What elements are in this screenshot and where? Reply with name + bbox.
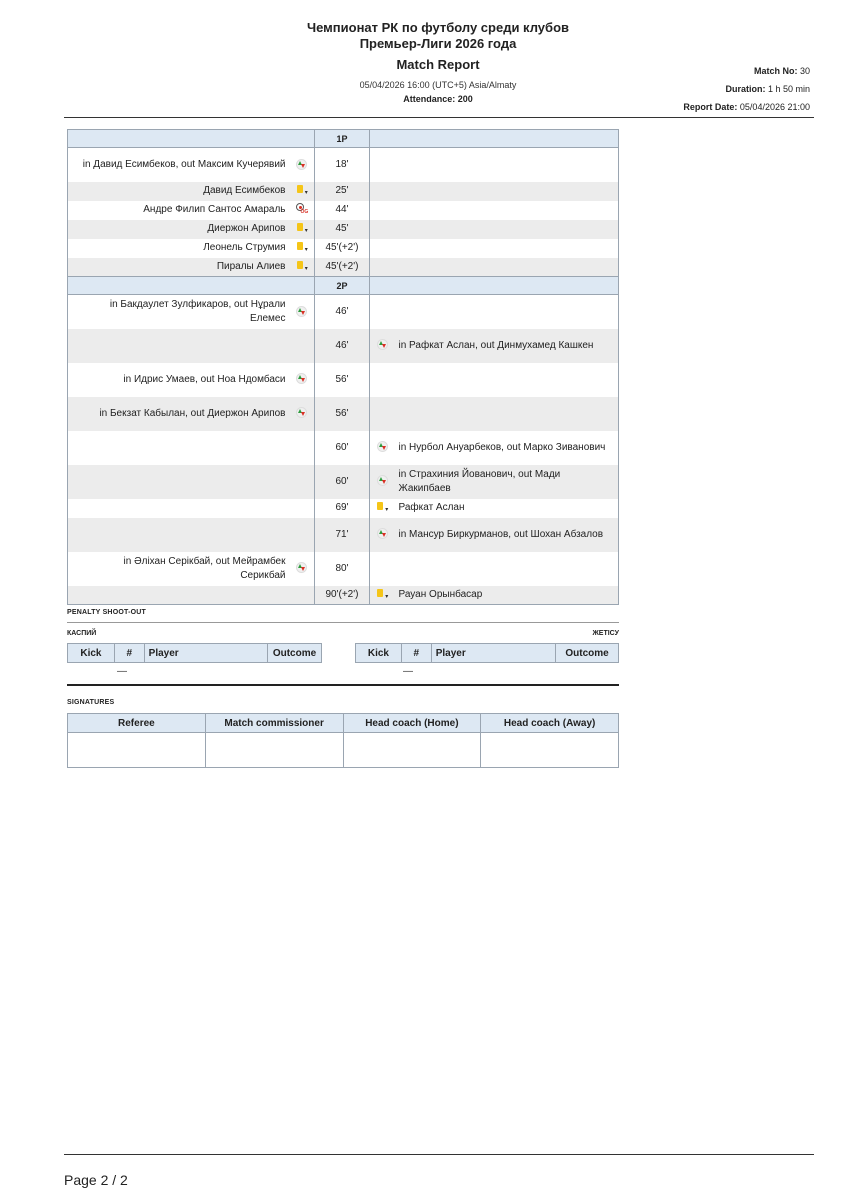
signatures-table [67, 713, 619, 768]
event-home-icon-cell [290, 329, 315, 363]
yellow-card-icon: ▾ [296, 223, 308, 234]
substitution-icon [296, 159, 307, 170]
attendance-label: Attendance: [403, 94, 456, 104]
event-row [68, 201, 619, 220]
pen-away-col-number: # [401, 644, 431, 663]
substitution-icon [377, 441, 388, 452]
event-home-text: in Бакдаулет Зулфикаров, out Нұрали Елемес [109, 298, 286, 324]
event-away-icon-cell [370, 329, 395, 363]
event-home-text: in Идрис Умаев, out Ноа Ндомбаси [123, 373, 286, 385]
sig-box-commissioner[interactable] [205, 733, 343, 768]
event-away-text: Рафкат Аслан [398, 502, 465, 513]
event-minute: 60' [315, 465, 370, 499]
event-minute: 69' [315, 499, 370, 518]
competition-title-line1: Чемпионат РК по футболу среди клубов [306, 20, 569, 35]
event-away-text [395, 182, 619, 201]
event-row [68, 363, 619, 397]
event-away-text [395, 363, 619, 397]
attendance [230, 94, 646, 104]
event-home-text [68, 465, 290, 499]
event-away-icon-cell [370, 239, 395, 258]
event-home-text [68, 329, 290, 363]
substitution-icon [296, 373, 307, 384]
events-table [67, 129, 619, 605]
event-row [68, 220, 619, 239]
event-home-text [68, 431, 290, 465]
period-header-row [68, 130, 619, 148]
title-block [230, 20, 646, 104]
event-away-text: in Мансур Биркурманов, out Шохан Абзалов [395, 518, 619, 552]
event-home-icon-cell [290, 397, 315, 431]
yellow-card-icon: ▾ [376, 502, 388, 513]
event-row [68, 182, 619, 201]
event-row [68, 258, 619, 277]
event-home-text: Давид Есимбеков [68, 182, 290, 201]
event-away-text [395, 295, 619, 329]
event-home-icon-cell [290, 499, 315, 518]
event-home-icon-cell [290, 518, 315, 552]
event-minute: 45' [315, 220, 370, 239]
event-away-text: in Страхиния Йованович, out Мади Жакипбаев [395, 465, 619, 499]
match-no-label: Match No: [753, 66, 798, 76]
event-home-text: Пиралы Алиев [68, 258, 290, 277]
competition-title-line2: Премьер-Лиги 2026 года [359, 36, 517, 51]
event-minute: 46' [315, 329, 370, 363]
event-row [68, 295, 619, 329]
event-home-text [68, 518, 290, 552]
event-away-text [395, 397, 619, 431]
event-minute: 56' [315, 397, 370, 431]
sig-col-home-coach: Head coach (Home) [343, 714, 481, 733]
event-minute: 80' [315, 552, 370, 586]
event-away-text [395, 220, 619, 239]
signatures-section-title: SIGNATURES [67, 699, 115, 706]
report-header [0, 0, 848, 120]
pen-away-col-kick: Kick [356, 644, 402, 663]
pen-home-col-kick: Kick [68, 644, 115, 663]
report-date [683, 98, 810, 116]
period-header-row [68, 277, 619, 295]
event-home-text: in Әліхан Серікбай, out Мейрамбек Серикбай [123, 555, 286, 581]
penalty-divider [67, 622, 619, 623]
event-home-icon-cell [290, 220, 315, 239]
event-away-icon-cell [370, 552, 395, 586]
match-no [683, 62, 810, 80]
event-home-icon-cell [290, 363, 315, 397]
event-home-icon-cell [290, 201, 315, 220]
event-row [68, 499, 619, 518]
event-minute: 45'(+2') [315, 258, 370, 277]
period-label: 2P [315, 277, 370, 295]
sig-box-away-coach[interactable] [481, 733, 619, 768]
substitution-icon [377, 475, 388, 486]
event-row [68, 329, 619, 363]
event-row [68, 148, 619, 182]
substitution-icon [296, 562, 307, 573]
event-away-text [395, 258, 619, 277]
penalty-away-empty: — [403, 666, 413, 677]
event-home-icon-cell [290, 431, 315, 465]
own-goal-icon: OG [295, 203, 308, 215]
event-row [68, 465, 619, 499]
substitution-icon [296, 407, 307, 418]
event-home-text: Диержон Арипов [68, 220, 290, 239]
event-minute: 90'(+2') [315, 586, 370, 605]
yellow-card-icon: ▾ [296, 261, 308, 272]
event-away-icon-cell [370, 182, 395, 201]
event-minute: 60' [315, 431, 370, 465]
event-home-icon-cell [290, 295, 315, 329]
event-away-icon-cell [370, 499, 395, 518]
event-away-icon-cell [370, 295, 395, 329]
event-minute: 56' [315, 363, 370, 397]
attendance-value: 200 [457, 94, 473, 104]
event-row [68, 518, 619, 552]
event-home-text: in Давид Есимбеков, out Максим Кучерявий [82, 158, 286, 170]
event-away-icon-cell [370, 258, 395, 277]
event-away-icon-cell [370, 148, 395, 182]
penalty-home-empty: — [117, 666, 127, 677]
yellow-card-icon: ▾ [296, 185, 308, 196]
sig-col-commissioner: Match commissioner [205, 714, 343, 733]
pen-away-col-player: Player [431, 644, 555, 663]
sig-col-away-coach: Head coach (Away) [481, 714, 619, 733]
report-date-label: Report Date: [683, 102, 738, 112]
yellow-card-icon: ▾ [376, 589, 388, 600]
event-home-text: Андре Филип Сантос Амараль [143, 204, 286, 215]
event-home-icon-cell [290, 465, 315, 499]
event-home-icon-cell [290, 182, 315, 201]
event-minute: 25' [315, 182, 370, 201]
header-divider [64, 117, 814, 118]
event-minute: 71' [315, 518, 370, 552]
event-away-icon-cell [370, 363, 395, 397]
pen-away-col-outcome: Outcome [556, 644, 619, 663]
duration-label: Duration: [725, 84, 766, 94]
event-away-icon-cell [370, 201, 395, 220]
event-away-text [395, 552, 619, 586]
event-minute: 44' [315, 201, 370, 220]
sig-col-referee: Referee [68, 714, 206, 733]
substitution-icon [377, 528, 388, 539]
pen-home-col-player: Player [144, 644, 267, 663]
event-away-icon-cell [370, 431, 395, 465]
report-date-value: 05/04/2026 21:00 [739, 102, 810, 112]
penalty-table-away [355, 643, 619, 663]
duration-value: 1 h 50 min [767, 84, 810, 94]
event-home-icon-cell [290, 148, 315, 182]
event-minute: 46' [315, 295, 370, 329]
penalty-away-team: ЖЕТІСУ [592, 630, 619, 637]
event-home-text [68, 586, 290, 605]
event-home-text: Леонель Струмия [203, 242, 286, 253]
event-away-icon-cell [370, 518, 395, 552]
page-number: Page 2 / 2 [64, 1172, 128, 1188]
events-body [68, 130, 619, 605]
event-away-text: in Нурбол Ануарбеков, out Марко Зиванович [398, 441, 606, 453]
event-away-icon-cell [370, 220, 395, 239]
event-away-icon-cell [370, 586, 395, 605]
event-home-icon-cell [290, 239, 315, 258]
event-away-text [395, 148, 619, 182]
substitution-icon [296, 306, 307, 317]
event-home-text [68, 499, 290, 518]
duration [683, 80, 810, 98]
event-home-icon-cell [290, 258, 315, 277]
penalty-section-title: PENALTY SHOOT-OUT [67, 609, 146, 616]
pen-home-col-number: # [114, 644, 144, 663]
substitution-icon [377, 339, 388, 350]
match-meta [683, 62, 810, 116]
event-row [68, 239, 619, 258]
event-minute: 18' [315, 148, 370, 182]
penalty-bottom-rule [67, 684, 619, 686]
event-minute: 45'(+2') [315, 239, 370, 258]
event-away-text: in Рафкат Аслан, out Динмухамед Кашкен [395, 329, 619, 363]
match-datetime: 05/04/2026 16:00 (UTC+5) Asia/Almaty [359, 80, 517, 90]
penalty-table-home [67, 643, 322, 663]
event-row [68, 552, 619, 586]
pen-home-col-outcome: Outcome [268, 644, 322, 663]
sig-box-referee[interactable] [68, 733, 206, 768]
event-away-text [395, 239, 619, 258]
footer-divider [64, 1154, 814, 1155]
yellow-card-icon: ▾ [296, 242, 308, 253]
sig-box-home-coach[interactable] [343, 733, 481, 768]
event-home-icon-cell [290, 586, 315, 605]
period-label: 1P [315, 130, 370, 148]
event-away-text: Рауан Орынбасар [395, 586, 619, 605]
event-row [68, 431, 619, 465]
penalty-home-team: КАСПИЙ [67, 630, 97, 637]
event-home-text: in Бекзат Кабылан, out Диержон Арипов [68, 397, 290, 431]
event-away-icon-cell [370, 397, 395, 431]
event-away-text [395, 201, 619, 220]
event-row [68, 397, 619, 431]
report-title: Match Report [396, 57, 480, 72]
event-row [68, 586, 619, 605]
match-no-value: 30 [799, 66, 810, 76]
event-home-icon-cell [290, 552, 315, 586]
event-away-icon-cell [370, 465, 395, 499]
